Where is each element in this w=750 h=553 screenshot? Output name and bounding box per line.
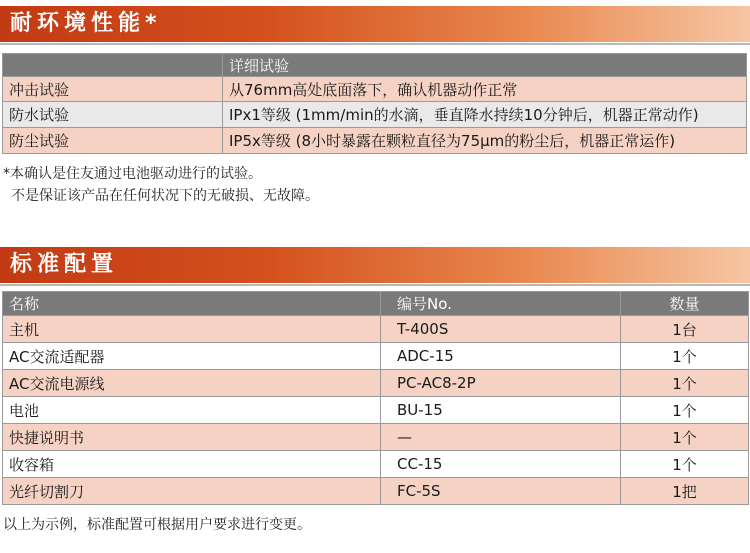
table-row: [3, 424, 749, 451]
durability-table: [2, 53, 747, 154]
table-row: [3, 316, 749, 343]
standard-section-title: 标准配置: [0, 247, 750, 283]
table-row: [3, 451, 749, 478]
table-row: [3, 102, 747, 128]
item-code: T-400S: [381, 316, 621, 343]
col-name-header: 名称: [3, 292, 381, 316]
standard-table-header: [3, 292, 749, 316]
table-row: [3, 343, 749, 370]
table-row: [3, 128, 747, 154]
item-name: 收容箱: [3, 451, 381, 478]
item-qty: 1台: [621, 316, 749, 343]
item-name: 电池: [3, 397, 381, 424]
item-code: ADC-15: [381, 343, 621, 370]
test-detail: IPx1等级 (1mm/min的水滴，垂直降水持续10分钟后，机器正常动作): [223, 102, 747, 128]
item-name: 光纤切割刀: [3, 478, 381, 505]
item-name: 主机: [3, 316, 381, 343]
item-code: CC-15: [381, 451, 621, 478]
item-qty: 1个: [621, 397, 749, 424]
col-qty-header: 数量: [621, 292, 749, 316]
durability-note-1: *本确认是住友通过电池驱动进行的试验。: [3, 166, 262, 182]
item-code: —: [381, 424, 621, 451]
header-detail-cell: 详细试验: [223, 54, 747, 77]
table-row: [3, 397, 749, 424]
item-qty: 1个: [621, 424, 749, 451]
item-name: AC交流电源线: [3, 370, 381, 397]
item-name: 快捷说明书: [3, 424, 381, 451]
test-name: 防水试验: [3, 102, 223, 128]
table-row: [3, 370, 749, 397]
test-name: 冲击试验: [3, 77, 223, 102]
header-blank-cell: [3, 54, 223, 77]
test-detail: IP5x等级 (8小时暴露在颗粒直径为75μm的粉尘后，机器正常运作): [223, 128, 747, 154]
item-qty: 1个: [621, 451, 749, 478]
item-qty: 1把: [621, 478, 749, 505]
item-code: BU-15: [381, 397, 621, 424]
standard-config-table: [2, 291, 749, 505]
item-code: PC-AC8-2P: [381, 370, 621, 397]
durability-section-title: 耐环境性能*: [0, 6, 750, 42]
test-name: 防尘试验: [3, 128, 223, 154]
durability-table-header: [3, 54, 747, 77]
standard-footer-note: 以上为示例，标准配置可根据用户要求进行变更。: [3, 517, 311, 533]
table-row: [3, 478, 749, 505]
table-row: [3, 77, 747, 102]
item-qty: 1个: [621, 343, 749, 370]
item-qty: 1个: [621, 370, 749, 397]
item-code: FC-5S: [381, 478, 621, 505]
col-code-header: 编号No.: [381, 292, 621, 316]
test-detail: 从76mm高处底面落下，确认机器动作正常: [223, 77, 747, 102]
item-name: AC交流适配器: [3, 343, 381, 370]
durability-note-2: 不是保证该产品在任何状况下的无破损、无故障。: [11, 188, 319, 204]
